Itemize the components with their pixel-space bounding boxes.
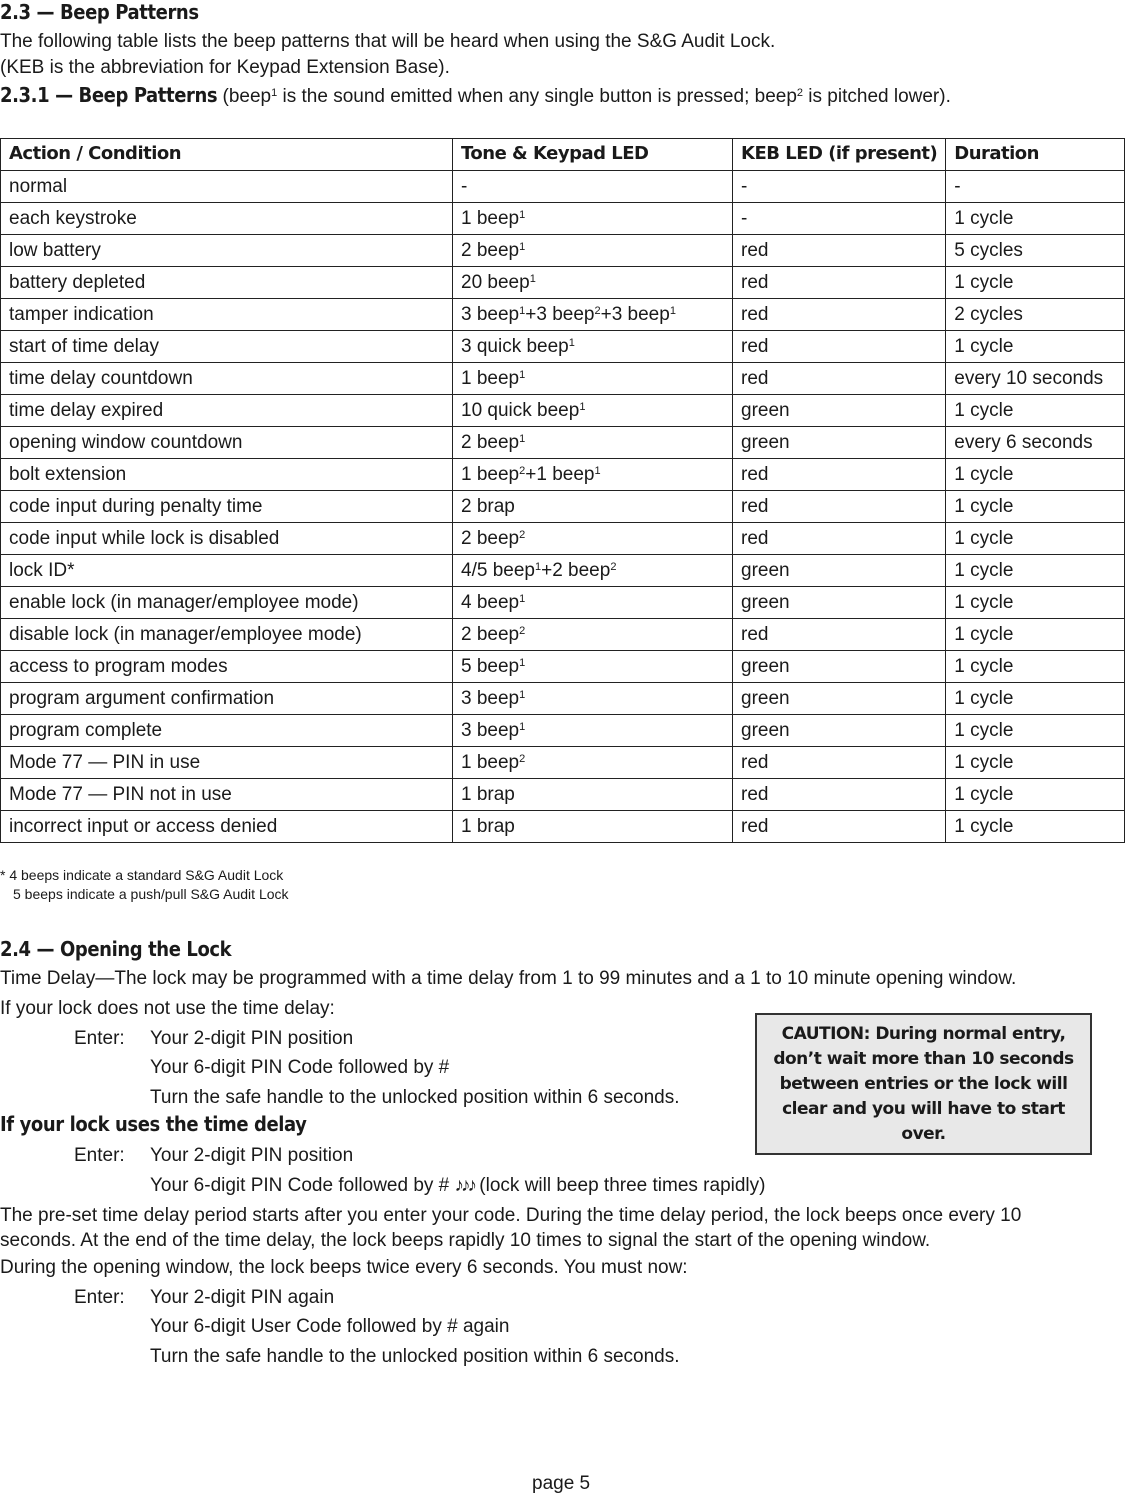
keb-note: (KEB is the abbreviation for Keypad Extension Base). <box>0 57 450 78</box>
table-row <box>1 299 1125 331</box>
cell-keb-led: green <box>733 715 946 747</box>
caution-text: CAUTION: During normal entry, don’t wait more than 10 seconds between entries or the lock will clear and you will have to start over. <box>773 1023 1074 1144</box>
cell-tone <box>453 811 733 843</box>
subsection-note-c: is pitched lower). <box>803 86 951 107</box>
cell-keb-led: red <box>733 331 946 363</box>
cell-action: tamper indication <box>1 299 453 331</box>
section-title-beep-patterns: 2.3 — Beep Patterns <box>0 0 199 24</box>
tone-superscript: 1 <box>519 592 526 605</box>
tone-part: - <box>461 175 468 197</box>
section-title-opening-lock: 2.4 — Opening the Lock <box>0 937 232 961</box>
header-action: Action / Condition <box>1 139 453 171</box>
cell-keb-led: red <box>733 235 946 267</box>
cell-tone <box>453 235 733 267</box>
delay-step-2-text: Your 6-digit PIN Code followed by # <box>150 1175 450 1196</box>
tone-part: 2 beep <box>461 239 520 261</box>
cell-tone <box>453 331 733 363</box>
table-row <box>1 395 1125 427</box>
no-delay-intro: If your lock does not use the time delay: <box>0 998 335 1019</box>
table-row <box>1 619 1125 651</box>
cell-tone <box>453 459 733 491</box>
cell-duration: 1 cycle <box>946 619 1125 651</box>
cell-action: time delay countdown <box>1 363 453 395</box>
cell-tone <box>453 715 733 747</box>
table-row <box>1 491 1125 523</box>
header-duration: Duration <box>946 139 1125 171</box>
tone-part: 3 beep <box>461 687 520 709</box>
tone-superscript: 1 <box>594 464 601 477</box>
cell-duration: 1 cycle <box>946 651 1125 683</box>
tone-superscript: 2 <box>519 464 526 477</box>
tone-superscript: 2 <box>519 528 526 541</box>
footnote-line-2: 5 beeps indicate a push/pull S&G Audit Lock <box>13 886 289 902</box>
delay-step-2-note: (lock will beep three times rapidly) <box>474 1175 766 1196</box>
table-row <box>1 203 1125 235</box>
cell-keb-led: red <box>733 491 946 523</box>
no-delay-step: Your 6-digit PIN Code followed by # <box>150 1057 450 1078</box>
cell-tone <box>453 779 733 811</box>
delay-step: Your 2-digit PIN position <box>150 1145 354 1166</box>
cell-action: program complete <box>1 715 453 747</box>
tone-superscript: 2 <box>519 624 526 637</box>
cell-keb-led: green <box>733 651 946 683</box>
cell-duration: 1 cycle <box>946 459 1125 491</box>
table-row <box>1 171 1125 203</box>
subsection-note-b: is the sound emitted when any single button is pressed; beep <box>277 86 797 107</box>
no-delay-step: Your 2-digit PIN position <box>150 1028 354 1049</box>
tone-part: +3 beep <box>525 303 595 325</box>
tone-superscript: 1 <box>579 400 586 413</box>
cell-tone <box>453 651 733 683</box>
cell-keb-led: red <box>733 267 946 299</box>
with-delay-title: If your lock uses the time delay <box>0 1112 307 1136</box>
tone-superscript: 1 <box>519 304 526 317</box>
cell-tone <box>453 491 733 523</box>
footnote-line-1: * 4 beeps indicate a standard S&G Audit Lock <box>0 867 284 883</box>
tone-part: 2 brap <box>461 495 515 517</box>
table-row <box>1 811 1125 843</box>
cell-action: lock ID* <box>1 555 453 587</box>
table-row <box>1 235 1125 267</box>
cell-duration: 1 cycle <box>946 715 1125 747</box>
table-row <box>1 267 1125 299</box>
tone-superscript: 1 <box>519 208 526 221</box>
cell-duration: 1 cycle <box>946 523 1125 555</box>
tone-part: 3 beep <box>461 719 520 741</box>
cell-keb-led: red <box>733 523 946 555</box>
cell-keb-led: green <box>733 683 946 715</box>
cell-action: Mode 77 — PIN not in use <box>1 779 453 811</box>
cell-action: time delay expired <box>1 395 453 427</box>
header-tone: Tone & Keypad LED <box>453 139 733 171</box>
cell-duration: every 6 seconds <box>946 427 1125 459</box>
cell-action: incorrect input or access denied <box>1 811 453 843</box>
tone-part: 1 beep <box>461 367 520 389</box>
cell-keb-led: red <box>733 747 946 779</box>
table-row <box>1 363 1125 395</box>
paragraph-time-delay-1: The pre-set time delay period starts after you enter your code. During the time delay period, the lock beeps once every 10 <box>0 1205 1022 1226</box>
beep-patterns-table <box>0 138 1125 843</box>
table-row <box>1 651 1125 683</box>
table-row <box>1 715 1125 747</box>
sup-1: 1 <box>271 87 278 99</box>
tone-part: 1 brap <box>461 815 515 837</box>
cell-action: start of time delay <box>1 331 453 363</box>
window-step: Your 2-digit PIN again <box>150 1287 335 1308</box>
no-delay-step: Turn the safe handle to the unlocked position within 6 seconds. <box>150 1087 680 1108</box>
tone-part: 1 brap <box>461 783 515 805</box>
cell-action: code input while lock is disabled <box>1 523 453 555</box>
caution-box <box>755 1013 1092 1155</box>
cell-tone <box>453 619 733 651</box>
tone-part: 2 beep <box>461 623 520 645</box>
window-step: Your 6-digit User Code followed by # again <box>150 1316 510 1337</box>
cell-keb-led: green <box>733 395 946 427</box>
tone-part: 2 beep <box>461 431 520 453</box>
tone-superscript: 1 <box>519 368 526 381</box>
table-body <box>1 171 1125 843</box>
table-row <box>1 427 1125 459</box>
enter-label: Enter: <box>74 1287 125 1308</box>
cell-action: each keystroke <box>1 203 453 235</box>
cell-action: enable lock (in manager/employee mode) <box>1 587 453 619</box>
tone-superscript: 1 <box>519 720 526 733</box>
tone-part: 1 beep <box>461 207 520 229</box>
tone-superscript: 1 <box>534 560 542 573</box>
cell-duration: 1 cycle <box>946 683 1125 715</box>
tone-part: 4/5 beep <box>461 559 535 581</box>
table-row <box>1 683 1125 715</box>
cell-tone <box>453 203 733 235</box>
table-row <box>1 779 1125 811</box>
cell-keb-led: red <box>733 299 946 331</box>
cell-action: bolt extension <box>1 459 453 491</box>
cell-tone <box>453 555 733 587</box>
tone-superscript: 1 <box>519 240 526 253</box>
cell-action: battery depleted <box>1 267 453 299</box>
table-row <box>1 555 1125 587</box>
cell-duration: - <box>946 171 1125 203</box>
cell-duration: 1 cycle <box>946 491 1125 523</box>
paragraph-opening-window: During the opening window, the lock beeps twice every 6 seconds. You must now: <box>0 1257 688 1278</box>
tone-superscript: 1 <box>519 656 526 669</box>
cell-tone <box>453 395 733 427</box>
cell-keb-led: red <box>733 811 946 843</box>
table-row <box>1 523 1125 555</box>
cell-duration: 1 cycle <box>946 811 1125 843</box>
cell-tone <box>453 587 733 619</box>
cell-keb-led: red <box>733 363 946 395</box>
table-row <box>1 331 1125 363</box>
tone-part: 5 beep <box>461 655 520 677</box>
table-row <box>1 459 1125 491</box>
music-notes-icon: ♪♪♪ <box>454 1175 475 1196</box>
table-row <box>1 747 1125 779</box>
cell-duration: 1 cycle <box>946 267 1125 299</box>
tone-part: 3 quick beep <box>461 335 569 357</box>
cell-duration: 1 cycle <box>946 203 1125 235</box>
tone-superscript: 1 <box>669 304 676 317</box>
subsection-heading <box>0 83 951 109</box>
cell-action: program argument confirmation <box>1 683 453 715</box>
cell-action: Mode 77 — PIN in use <box>1 747 453 779</box>
time-delay-text: Time Delay—The lock may be programmed with a time delay from 1 to 99 minutes and a 1 to 10 minute opening window. <box>0 968 1017 989</box>
table-row <box>1 587 1125 619</box>
cell-keb-led: green <box>733 555 946 587</box>
cell-action: code input during penalty time <box>1 491 453 523</box>
tone-superscript: 1 <box>519 432 526 445</box>
cell-tone <box>453 363 733 395</box>
tone-superscript: 2 <box>519 752 526 765</box>
intro-text: The following table lists the beep patterns that will be heard when using the S&G Audit Lock. <box>0 31 776 52</box>
cell-keb-led: red <box>733 779 946 811</box>
sup-2: 2 <box>796 87 804 99</box>
cell-tone <box>453 299 733 331</box>
cell-duration: every 10 seconds <box>946 363 1125 395</box>
cell-duration: 1 cycle <box>946 747 1125 779</box>
cell-action: access to program modes <box>1 651 453 683</box>
cell-duration: 1 cycle <box>946 587 1125 619</box>
delay-step-2 <box>150 1174 765 1198</box>
cell-duration: 1 cycle <box>946 555 1125 587</box>
tone-part: +3 beep <box>600 303 670 325</box>
tone-superscript: 2 <box>610 560 617 573</box>
tone-part: +1 beep <box>525 463 595 485</box>
tone-part: 1 beep <box>461 463 520 485</box>
window-step: Turn the safe handle to the unlocked position within 6 seconds. <box>150 1346 680 1367</box>
cell-tone <box>453 747 733 779</box>
cell-tone <box>453 171 733 203</box>
tone-part: 20 beep <box>461 271 530 293</box>
tone-part: +2 beep <box>541 559 611 581</box>
table-header-row <box>1 139 1125 171</box>
cell-tone <box>453 683 733 715</box>
cell-tone <box>453 267 733 299</box>
cell-tone <box>453 427 733 459</box>
tone-part: 10 quick beep <box>461 399 580 421</box>
cell-action: normal <box>1 171 453 203</box>
subsection-note-a: (beep <box>222 86 272 107</box>
tone-superscript: 1 <box>519 688 526 701</box>
enter-label: Enter: <box>74 1028 125 1049</box>
tone-part: 2 beep <box>461 527 520 549</box>
cell-keb-led: red <box>733 619 946 651</box>
subsection-title: 2.3.1 — Beep Patterns <box>0 83 218 107</box>
cell-duration: 5 cycles <box>946 235 1125 267</box>
tone-superscript: 1 <box>529 272 536 285</box>
cell-action: disable lock (in manager/employee mode) <box>1 619 453 651</box>
cell-keb-led: red <box>733 459 946 491</box>
tone-superscript: 2 <box>594 304 601 317</box>
cell-keb-led: green <box>733 587 946 619</box>
header-keb: KEB LED (if present) <box>733 139 946 171</box>
cell-duration: 1 cycle <box>946 779 1125 811</box>
tone-part: 1 beep <box>461 751 520 773</box>
cell-duration: 1 cycle <box>946 395 1125 427</box>
page-number: page 5 <box>532 1473 591 1494</box>
cell-tone <box>453 523 733 555</box>
tone-superscript: 1 <box>568 336 575 349</box>
cell-keb-led: - <box>733 171 946 203</box>
tone-part: 3 beep <box>461 303 520 325</box>
tone-part: 4 beep <box>461 591 520 613</box>
paragraph-time-delay-2: seconds. At the end of the time delay, the lock beeps rapidly 10 times to signal the start of the opening window. <box>0 1230 931 1251</box>
enter-label: Enter: <box>74 1145 125 1166</box>
cell-keb-led: green <box>733 427 946 459</box>
cell-keb-led: - <box>733 203 946 235</box>
cell-duration: 1 cycle <box>946 331 1125 363</box>
cell-duration: 2 cycles <box>946 299 1125 331</box>
cell-action: opening window countdown <box>1 427 453 459</box>
cell-action: low battery <box>1 235 453 267</box>
